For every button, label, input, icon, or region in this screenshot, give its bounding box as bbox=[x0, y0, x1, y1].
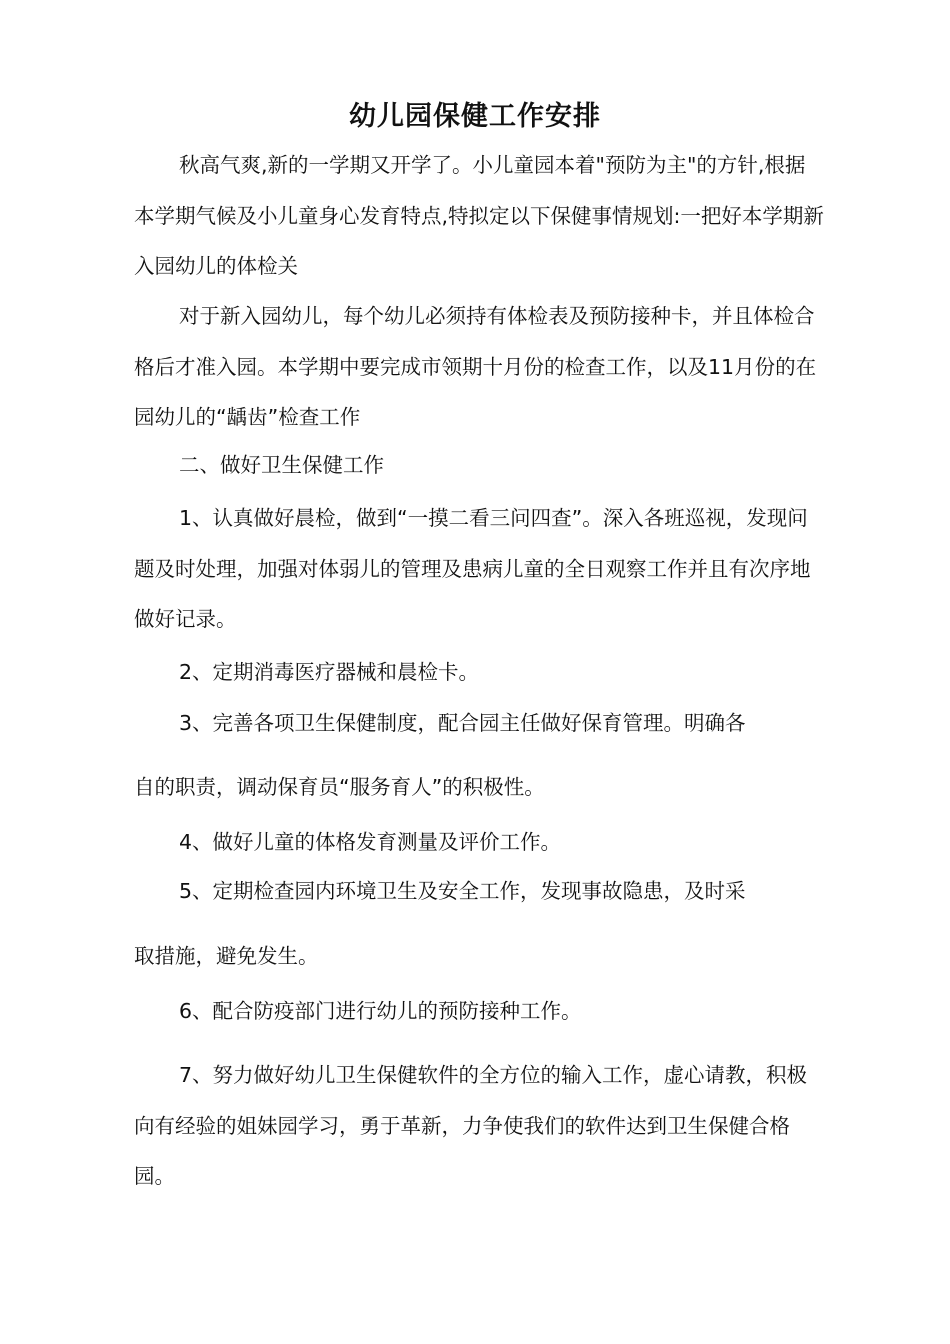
list-item-4: 4、做好儿童的体格发育测量及评价工作。 bbox=[179, 830, 562, 854]
list-item-3-line-2: 自的职责，调动保育员“服务育人”的积极性。 bbox=[134, 775, 545, 799]
section-heading-hygiene: 二、做好卫生保健工作 bbox=[179, 453, 384, 477]
list-item-6: 6、配合防疫部门进行幼儿的预防接种工作。 bbox=[179, 999, 582, 1023]
list-item-5-line-2: 取措施，避免发生。 bbox=[134, 944, 319, 968]
list-item-7: 7、努力做好幼儿卫生保健软件的全方位的输入工作，虚心请教，积极向有经验的姐妹园学习，勇于革新，力争使我们的软件达到卫生保健合格园。 bbox=[134, 1063, 808, 1188]
list-item-2: 2、定期消毒医疗器械和晨检卡。 bbox=[179, 660, 480, 684]
list-item-3-line-1: 3、完善各项卫生保健制度，配合园主任做好保育管理。明确各 bbox=[179, 711, 746, 735]
paragraph-intro: 秋高气爽,新的一学期又开学了。小儿童园本着"预防为主"的方针,根据本学期气候及小儿童身心发育特点,特拟定以下保健事情规划:一把好本学期新入园幼儿的体检关 bbox=[134, 153, 824, 278]
list-item-1: 1、认真做好晨检，做到“一摸二看三问四查”。深入各班巡视，发现问题及时处理，加强对体弱儿的管理及患病儿童的全日观察工作并且有次序地做好记录。 bbox=[134, 506, 811, 631]
document-title: 幼儿园保健工作安排 bbox=[349, 101, 601, 132]
list-item-5-line-1: 5、定期检查园内环境卫生及安全工作，发现事故隐患，及时采 bbox=[179, 879, 746, 903]
paragraph-new-entrants: 对于新入园幼儿，每个幼儿必须持有体检表及预防接种卡，并且体检合格后才准入园。本学期中要完成市领期十月份的检查工作，以及11月份的在园幼儿的“龋齿”检查工作 bbox=[134, 304, 817, 429]
